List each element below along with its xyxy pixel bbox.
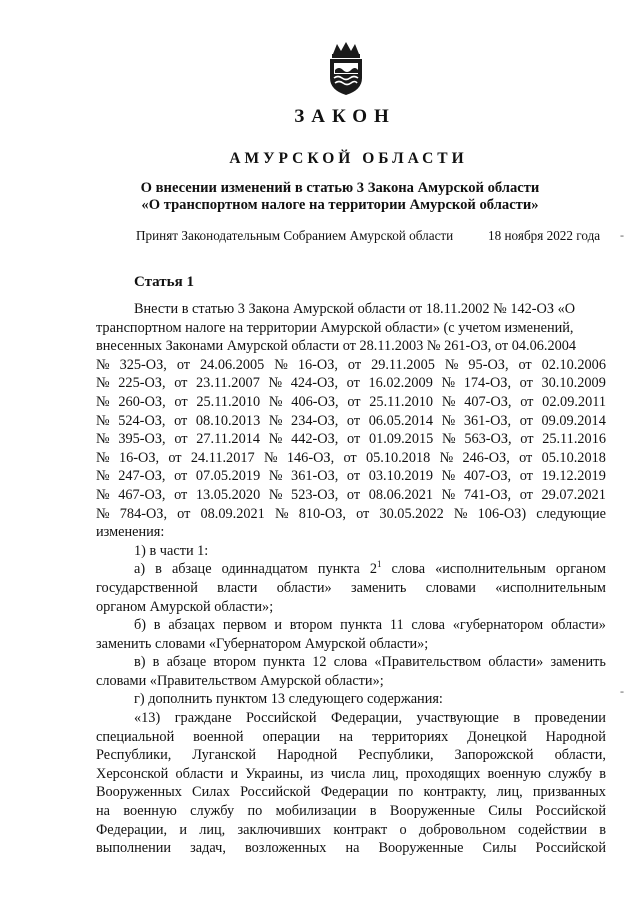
body-word: 260-ОЗ, [118, 393, 166, 410]
body-word: 1) в части 1: [134, 542, 209, 559]
body-word: Федерации, [330, 710, 403, 727]
body-line [96, 467, 606, 486]
body-word: и [179, 821, 187, 838]
body-line [96, 300, 606, 319]
adopted-statement: Принят Законодательным Собранием Амурской области [136, 228, 454, 243]
body-line [96, 802, 606, 821]
heading-line: О внесении изменений в статью 3 Закона Амурской области [140, 180, 540, 196]
body-word: пункта [340, 617, 383, 634]
body-word: № [441, 375, 456, 392]
body-word: 246-ОЗ, [462, 449, 510, 466]
body-word: военную [487, 765, 541, 782]
body-word: 29.07.2021 [541, 486, 606, 503]
body-word: б) [134, 617, 147, 634]
body-word: № [96, 468, 110, 485]
body-word: возложенных [244, 840, 327, 857]
body-word: № [268, 468, 283, 485]
body-word: № [268, 431, 283, 448]
body-line [96, 356, 606, 375]
body-word: от [174, 431, 188, 448]
body-word: $2^1$ [369, 559, 382, 578]
body-word: добровольном [418, 821, 506, 838]
body-word: от [176, 356, 191, 373]
body-word: от [177, 505, 191, 522]
body-word: «Правительством [374, 654, 482, 671]
body-word: от [519, 375, 533, 392]
body-line [96, 672, 606, 691]
body-word: органом [555, 561, 606, 578]
body-line [96, 635, 606, 654]
body-word: в [369, 803, 377, 820]
body-word: 16-ОЗ, [297, 356, 338, 373]
body-line [96, 374, 606, 393]
body-word: по [398, 784, 414, 801]
body-word: мобилизации [275, 803, 357, 820]
body-word: задач, [190, 840, 226, 857]
body-word: № [453, 505, 468, 522]
body-word: 523-ОЗ, [291, 486, 339, 503]
body-word: № [444, 356, 459, 373]
body-word: № [441, 393, 456, 410]
body-word: от [347, 393, 361, 410]
body-word: № [274, 505, 289, 522]
body-line [96, 560, 606, 579]
body-word: Силы [488, 803, 523, 820]
body-word: Федерации, [96, 821, 168, 838]
body-word: Республики, [96, 747, 172, 764]
body-word: на [96, 803, 110, 820]
body-word: № [441, 412, 456, 429]
body-word: № [274, 356, 288, 373]
body-line [96, 783, 606, 802]
body-word: г) дополнить пунктом 13 следующего содержания: [134, 691, 443, 708]
body-word: 361-ОЗ, [291, 468, 339, 485]
body-word: слова [333, 654, 368, 671]
body-word: 784-ОЗ, [119, 505, 168, 522]
body-word: 05.10.2018 [365, 449, 431, 466]
body-word: 395-ОЗ, [118, 431, 166, 448]
body-word: о [399, 821, 407, 838]
body-line [96, 337, 606, 356]
body-word: № [96, 486, 110, 503]
body-word: «губернатором [452, 617, 544, 634]
body-word: 30.10.2009 [541, 375, 606, 392]
body-word: Вооруженные [378, 840, 464, 857]
body-line [96, 709, 606, 728]
body-word: № [96, 393, 110, 410]
body-word: 16.02.2009 [368, 375, 433, 392]
body-word: транспортном налоге на территории Амурской области» (с учетом изменений, [96, 319, 574, 336]
body-word: 407-ОЗ, [463, 468, 512, 485]
body-line [96, 821, 606, 840]
body-line [96, 412, 606, 431]
body-word: № [96, 449, 110, 466]
body-word: заменить [350, 579, 407, 596]
body-word: Народной [545, 728, 606, 745]
body-word: операции [262, 728, 321, 745]
body-word: пункта [263, 654, 306, 671]
body-word: № [96, 375, 110, 392]
body-word: по [247, 803, 263, 820]
body-word: от [347, 356, 362, 373]
body-line [96, 598, 606, 617]
body-word: области» [488, 654, 544, 671]
body-word: 247-ОЗ, [118, 468, 166, 485]
body-word: от [174, 486, 188, 503]
body-word: № [96, 431, 110, 448]
body-word: 225-ОЗ, [118, 375, 166, 392]
body-word: контракт [333, 821, 388, 838]
body-word: и [274, 617, 282, 634]
body-word: 23.11.2007 [196, 375, 260, 392]
body-word: органом Амурской области»; [96, 598, 274, 615]
body-word: № [96, 505, 110, 522]
document-title: ЗАКОН [294, 106, 396, 127]
body-word: в [599, 765, 606, 782]
body-word: от [346, 486, 361, 503]
body-word: втором [289, 617, 333, 634]
body-word: от [174, 468, 188, 485]
body-word: от [174, 393, 188, 410]
body-word: 146-ОЗ, [286, 449, 335, 466]
body-word: Луганской [192, 747, 256, 764]
body-line [96, 765, 606, 784]
body-word: Российской [535, 840, 606, 857]
body-word: 13.05.2020 [195, 486, 261, 503]
body-word: абзаце [166, 654, 207, 671]
body-line [96, 393, 606, 412]
body-word: в [513, 710, 521, 727]
body-line [96, 579, 606, 598]
body-word: территориях [371, 728, 449, 745]
body-word: абзацах [168, 617, 216, 634]
body-word: 29.11.2005 [371, 356, 435, 373]
body-word: от [346, 375, 360, 392]
body-word: проведении [534, 710, 606, 727]
body-word: 12 [312, 654, 327, 671]
body-word: содействии [517, 821, 587, 838]
body-word: 19.12.2019 [541, 468, 606, 485]
margin-mark: - [620, 228, 624, 242]
body-word: области, [554, 747, 606, 764]
body-word: № [96, 356, 110, 373]
body-word: 02.10.2006 [541, 356, 606, 373]
body-word: Украины, [245, 765, 304, 782]
body-word: 407-ОЗ, [464, 393, 512, 410]
body-word: первом [222, 617, 267, 634]
body-word: Внести в статью 3 Закона Амурской области от 18.11.2002 № 142-ОЗ «О [134, 301, 576, 317]
body-line [96, 653, 606, 672]
body-word: в [599, 821, 606, 838]
body-word: участвующие [416, 710, 499, 727]
body-word: 361-ОЗ, [463, 412, 512, 429]
body-word: 08.09.2021 [200, 505, 265, 522]
body-word: 24.06.2005 [199, 356, 265, 373]
body-word: 741-ОЗ, [463, 486, 512, 503]
body-word: 174-ОЗ, [463, 375, 512, 392]
body-word: Запорожской [454, 747, 534, 764]
body-word: выполнении [96, 840, 172, 857]
body-word: 563-ОЗ, [464, 431, 512, 448]
body-word: на [345, 840, 360, 857]
body-word: № [268, 375, 283, 392]
body-line [96, 486, 606, 505]
body-word: контракту, [423, 784, 487, 801]
body-word: службу [548, 765, 593, 782]
body-word: одиннадцатом [221, 561, 308, 578]
body-word: 02.09.2011 [542, 393, 606, 410]
body-word: 24.11.2017 [190, 449, 255, 466]
body-word: изменения: [96, 524, 165, 541]
body-word: 09.09.2014 [541, 412, 606, 429]
body-word: «13) [134, 710, 161, 727]
body-word: проходящих [405, 765, 481, 782]
body-word: от [346, 412, 361, 429]
body-word: от [519, 468, 533, 485]
body-line [96, 505, 606, 524]
body-word: пункта [317, 561, 360, 578]
body-word: «исполнительным [495, 579, 606, 596]
body-word: от [356, 505, 370, 522]
body-word: 325-ОЗ, [119, 356, 167, 373]
body-word: из [310, 765, 324, 782]
body-word: специальной [96, 728, 175, 745]
body-line [96, 449, 606, 468]
body-word: от [174, 412, 188, 429]
body-word: 11 [389, 617, 404, 634]
body-word: 07.05.2019 [195, 468, 261, 485]
margin-mark: - [620, 684, 624, 698]
body-word: 08.10.2013 [195, 412, 261, 429]
body-word: втором [213, 654, 257, 671]
body-line [96, 542, 606, 561]
body-word: заключивших [237, 821, 322, 838]
body-word: 05.10.2018 [541, 449, 606, 466]
body-word: Российской [246, 710, 317, 727]
body-word: на [339, 728, 354, 745]
body-word: следующие [536, 505, 606, 522]
body-word: № [439, 449, 454, 466]
body-word: в [153, 617, 161, 634]
body-word: 25.11.2010 [369, 393, 434, 410]
body-word: граждане [174, 710, 232, 727]
body-word: Вооруженные [389, 803, 475, 820]
body-word: слова [391, 561, 426, 578]
body-word: от [174, 375, 188, 392]
body-word: Народной [276, 747, 338, 764]
body-word: заменить [550, 654, 606, 671]
body-word: власти [217, 579, 258, 596]
body-word: области [175, 765, 224, 782]
body-word: абзаце [171, 561, 212, 578]
body-word: от [520, 393, 534, 410]
body-word: лиц, [199, 821, 226, 838]
body-word: в [152, 654, 160, 671]
body-word: Республики, [358, 747, 434, 764]
body-word: военной [193, 728, 244, 745]
body-word: и [230, 765, 239, 782]
body-word: числа [330, 765, 366, 782]
article-title: Статья 1 [134, 274, 194, 290]
body-word: от [519, 449, 533, 466]
body-word: 25.11.2016 [542, 431, 606, 448]
body-word: Федерации [320, 784, 389, 801]
body-word: Вооруженных [96, 784, 182, 801]
coat-of-arms-emblem [325, 40, 367, 96]
body-word: 810-ОЗ, [298, 505, 346, 522]
body-word: Силы [482, 840, 517, 857]
body-line [96, 616, 606, 635]
body-word: 406-ОЗ, [291, 393, 339, 410]
body-word: № [441, 431, 456, 448]
body-word: Силах [192, 784, 230, 801]
body-word: № [268, 412, 283, 429]
superscript: 1 [377, 559, 382, 570]
body-word: от [347, 431, 361, 448]
body-word: Херсонской [96, 765, 169, 782]
document-heading [100, 180, 580, 214]
body-word: 424-ОЗ, [290, 375, 339, 392]
heading-line: «О транспортном налоге на территории Амурской области» [141, 197, 539, 213]
body-word: 234-ОЗ, [291, 412, 339, 429]
body-word: 442-ОЗ, [291, 431, 339, 448]
body-word: 95-ОЗ, [468, 356, 509, 373]
body-line [96, 839, 606, 858]
body-word: службу [190, 803, 235, 820]
body-word: военную [123, 803, 177, 820]
body-word: от [519, 486, 533, 503]
body-word: 03.10.2019 [368, 468, 434, 485]
body-word: от [520, 431, 534, 448]
body-word: внесенных Законами Амурской области от 28.11.2003 № 261-ОЗ, от 04.06.2004 [96, 338, 577, 355]
adopted-date: 18 ноября 2022 года [488, 228, 601, 243]
body-word: 106-ОЗ) [477, 505, 527, 522]
body-line [96, 430, 606, 449]
body-word: 25.11.2010 [196, 393, 261, 410]
body-word: Российской [240, 784, 311, 801]
body-line [96, 746, 606, 765]
body-word: № [441, 486, 456, 503]
body-line [96, 319, 606, 338]
body-word: Донецкой [467, 728, 527, 745]
body-word: словами «Правительством Амурской области»; [96, 672, 384, 689]
body-line [96, 523, 606, 542]
body-word: 524-ОЗ, [118, 412, 166, 429]
body-word: области» [276, 579, 332, 596]
body-word: № [268, 393, 283, 410]
body-word: «исполнительным [435, 561, 546, 578]
article-body [96, 300, 606, 858]
body-word: 01.09.2015 [368, 431, 434, 448]
body-word: № [96, 412, 110, 429]
body-word: № [441, 468, 456, 485]
body-line [96, 690, 606, 709]
body-word: 08.06.2021 [368, 486, 434, 503]
body-word: лиц, [372, 765, 399, 782]
body-word: 06.05.2014 [368, 412, 434, 429]
body-word: Российской [535, 803, 606, 820]
body-word: лиц, [496, 784, 523, 801]
document-region: АМУРСКОЙ ОБЛАСТИ [229, 150, 468, 167]
body-word: от [343, 449, 357, 466]
body-word: от [346, 468, 361, 485]
body-word: словами [425, 579, 476, 596]
body-word: от [519, 412, 533, 429]
body-word: в) [134, 654, 146, 671]
body-word: области» [550, 617, 606, 634]
body-word: от [168, 449, 182, 466]
body-word: № [263, 449, 278, 466]
body-word: заменить словами «Губернатором Амурской области»; [96, 635, 429, 652]
body-word: 16-ОЗ, [118, 449, 160, 466]
body-word: 467-ОЗ, [118, 486, 166, 503]
body-word: № [268, 486, 283, 503]
body-word: государственной [96, 579, 198, 596]
body-word: слова [411, 617, 445, 634]
body-line [96, 728, 606, 747]
body-word: от [518, 356, 532, 373]
body-word: призванных [532, 784, 606, 801]
body-word: 30.05.2022 [379, 505, 444, 522]
body-word: 27.11.2014 [196, 431, 261, 448]
body-word: в [155, 561, 162, 578]
body-word: а) [134, 561, 146, 578]
